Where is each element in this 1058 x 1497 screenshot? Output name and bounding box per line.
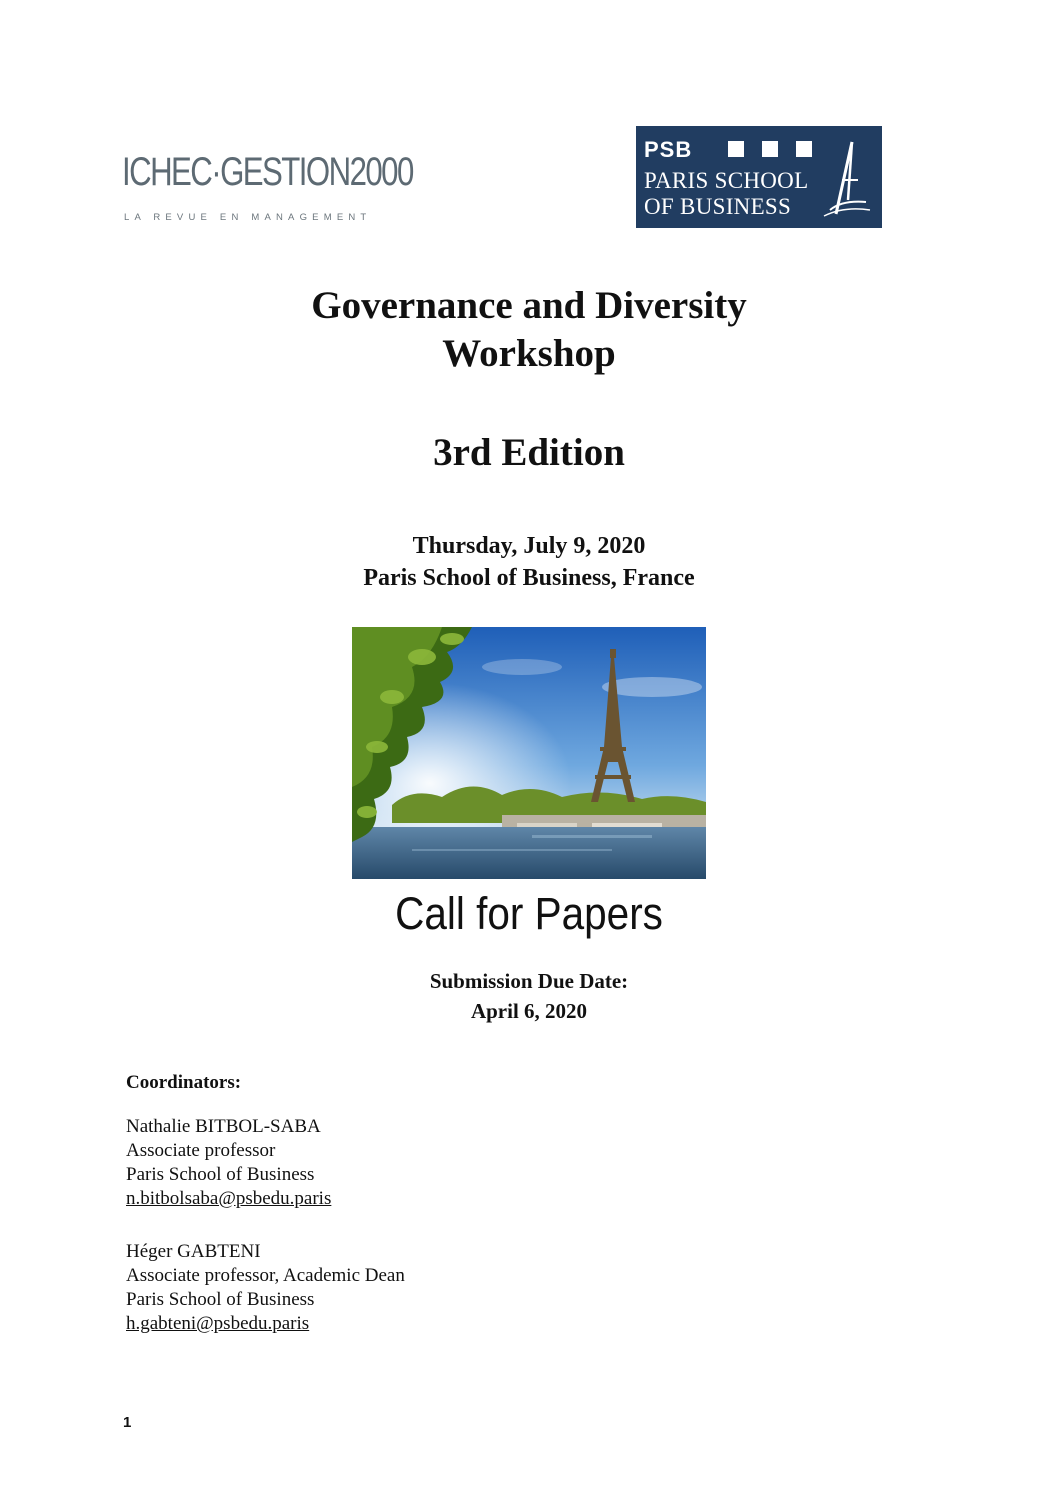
coordinator-org: Paris School of Business <box>126 1164 315 1185</box>
page-number: 1 <box>123 1414 132 1431</box>
coordinator-name: Héger GABTENI <box>126 1241 261 1262</box>
coordinator-name: Nathalie BITBOL-SABA <box>126 1116 321 1137</box>
coordinator-email-link[interactable]: n.bitbolsaba@psbedu.paris <box>126 1188 332 1209</box>
easel-icon <box>822 140 872 220</box>
eiffel-tower-photo <box>352 627 706 879</box>
psb-logo-line2: OF BUSINESS <box>644 194 792 219</box>
psb-logo-square <box>796 141 812 157</box>
coordinator-title: Associate professor, Academic Dean <box>126 1265 405 1286</box>
ichec-logo-text: ICHEC·GESTION2000 <box>122 150 413 194</box>
psb-logo-square <box>728 141 744 157</box>
coordinator-email-link[interactable]: h.gabteni@psbedu.paris <box>126 1313 310 1334</box>
coordinator-title: Associate professor <box>126 1140 276 1161</box>
submission-label: Submission Due Date: <box>429 969 629 993</box>
edition: 3rd Edition <box>433 431 625 474</box>
event-venue: Paris School of Business, France <box>363 565 695 591</box>
call-for-papers-heading: Call for Papers <box>395 888 663 939</box>
coordinator-org: Paris School of Business <box>126 1289 315 1310</box>
psb-logo-square <box>762 141 778 157</box>
ichec-gestion2000-logo <box>122 150 413 232</box>
title-line-1: Governance and Diversity <box>311 284 747 327</box>
ichec-logo-tagline: LA REVUE EN MANAGEMENT <box>124 212 372 223</box>
event-date: Thursday, July 9, 2020 <box>412 533 646 559</box>
psb-logo <box>636 126 882 228</box>
psb-logo-abbr: PSB <box>644 137 693 162</box>
submission-date: April 6, 2020 <box>470 999 588 1023</box>
psb-logo-line1: PARIS SCHOOL <box>644 168 809 193</box>
title-line-2: Workshop <box>442 332 616 375</box>
coordinators-heading: Coordinators: <box>126 1072 242 1093</box>
